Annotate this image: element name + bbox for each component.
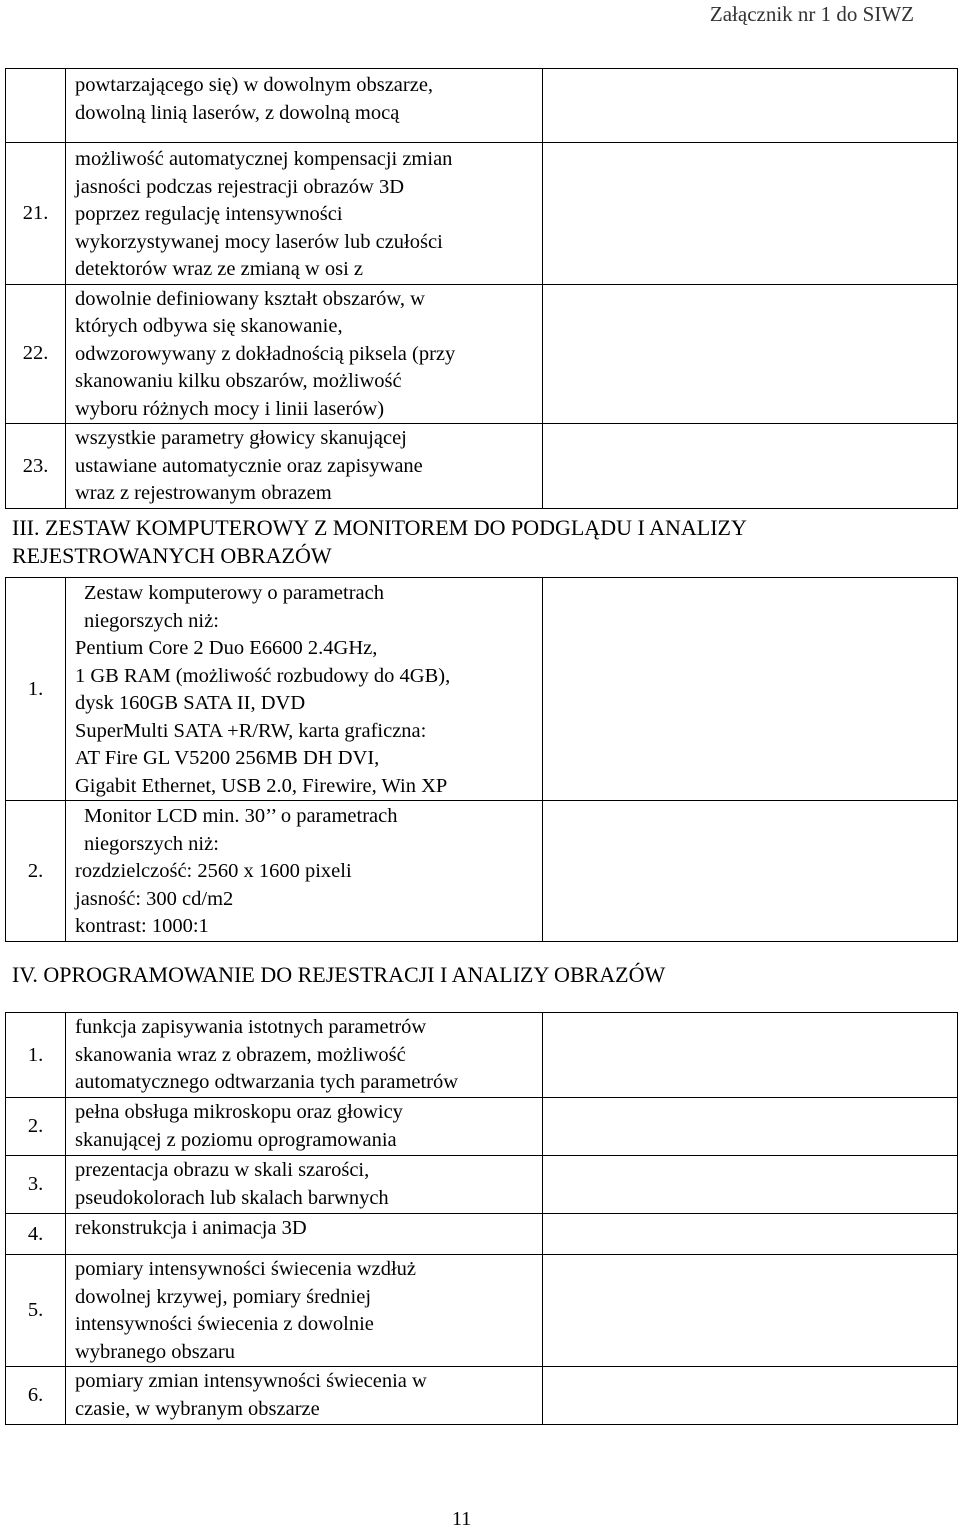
row-number: 1. bbox=[6, 578, 66, 801]
row-number: 22. bbox=[6, 284, 66, 424]
row-value-cell bbox=[543, 143, 958, 285]
row-description: Zestaw komputerowy o parametrach niegorszych niż: Pentium Core 2 Duo E6600 2.4GHz, 1 GB RAM (możliwość rozbudowy do 4GB), dysk 160GB SATA II, DVD SuperMulti SATA +R/RW, karta graficzna: AT Fire GL V5200 256MB DH DVI, Gigabit Ethernet, USB 2.0, Firewire, Win XP bbox=[66, 578, 543, 801]
row-number: 4. bbox=[6, 1214, 66, 1255]
row-description: pomiary intensywności świecenia wzdłuż dowolnej krzywej, pomiary średniej intensywności świecenia z dowolnie wybranego obszaru bbox=[66, 1255, 543, 1367]
row-value-cell bbox=[543, 578, 958, 801]
row-number: 5. bbox=[6, 1255, 66, 1367]
table-row bbox=[6, 801, 958, 942]
table-row bbox=[6, 1098, 958, 1156]
row-value-cell bbox=[543, 1098, 958, 1156]
row-description: Monitor LCD min. 30’’ o parametrach niegorszych niż: rozdzielczość: 2560 x 1600 pixeli jasność: 300 cd/m2 kontrast: 1000:1 bbox=[66, 801, 543, 942]
row-number: 3. bbox=[6, 1156, 66, 1214]
table-row bbox=[6, 143, 958, 285]
row-number: 23. bbox=[6, 424, 66, 509]
row-description: pełna obsługa mikroskopu oraz głowicy skanującej z poziomu oprogramowania bbox=[66, 1098, 543, 1156]
table-row bbox=[6, 578, 958, 801]
section-4-title: IV. OPROGRAMOWANIE DO REJESTRACJI I ANALIZY OBRAZÓW bbox=[12, 962, 666, 987]
section-3-title: III. ZESTAW KOMPUTEROWY Z MONITOREM DO PODGLĄDU I ANALIZY REJESTROWANYCH OBRAZÓW bbox=[12, 515, 747, 568]
row-number bbox=[6, 69, 66, 143]
computer-set-table bbox=[5, 577, 958, 942]
row-description: dowolnie definiowany kształt obszarów, w których odbywa się skanowanie, odwzorowywany z dokładnością piksela (przy skanowaniu kilku obszarów, możliwość wyboru różnych mocy i linii laserów) bbox=[66, 284, 543, 424]
requirements-table-top bbox=[5, 68, 958, 509]
row-value-cell bbox=[543, 1255, 958, 1367]
row-description: prezentacja obrazu w skali szarości, pseudokolorach lub skalach barwnych bbox=[66, 1156, 543, 1214]
table-row bbox=[6, 284, 958, 424]
row-description: rekonstrukcja i animacja 3D bbox=[66, 1214, 543, 1255]
row-value-cell bbox=[543, 284, 958, 424]
row-value-cell bbox=[543, 69, 958, 143]
row-value-cell bbox=[543, 801, 958, 942]
page-number: 11 bbox=[452, 1508, 472, 1530]
row-description: możliwość automatycznej kompensacji zmian jasności podczas rejestracji obrazów 3D poprzez regulację intensywności wykorzystywanej mocy laserów lub czułości detektorów wraz ze zmianą w osi z bbox=[66, 143, 543, 285]
row-value-cell bbox=[543, 1013, 958, 1098]
table-row bbox=[6, 1156, 958, 1214]
row-description: pomiary zmian intensywności świecenia w czasie, w wybranym obszarze bbox=[66, 1367, 543, 1425]
row-value-cell bbox=[543, 1156, 958, 1214]
row-description: funkcja zapisywania istotnych parametrów skanowania wraz z obrazem, możliwość automatycznego odtwarzania tych parametrów bbox=[66, 1013, 543, 1098]
table-row bbox=[6, 1255, 958, 1367]
row-number: 2. bbox=[6, 801, 66, 942]
attachment-label: Załącznik nr 1 do SIWZ bbox=[709, 2, 914, 26]
row-value-cell bbox=[543, 424, 958, 509]
row-value-cell bbox=[543, 1367, 958, 1425]
table-row bbox=[6, 424, 958, 509]
row-description: powtarzającego się) w dowolnym obszarze, dowolną linią laserów, z dowolną mocą bbox=[66, 69, 543, 143]
row-description: wszystkie parametry głowicy skanującej ustawiane automatycznie oraz zapisywane wraz z rejestrowanym obrazem bbox=[66, 424, 543, 509]
row-number: 1. bbox=[6, 1013, 66, 1098]
row-number: 6. bbox=[6, 1367, 66, 1425]
software-table bbox=[5, 1012, 958, 1425]
table-row bbox=[6, 1013, 958, 1098]
row-number: 2. bbox=[6, 1098, 66, 1156]
row-number: 21. bbox=[6, 143, 66, 285]
row-value-cell bbox=[543, 1214, 958, 1255]
table-row bbox=[6, 1214, 958, 1255]
table-row bbox=[6, 69, 958, 143]
table-row bbox=[6, 1367, 958, 1425]
